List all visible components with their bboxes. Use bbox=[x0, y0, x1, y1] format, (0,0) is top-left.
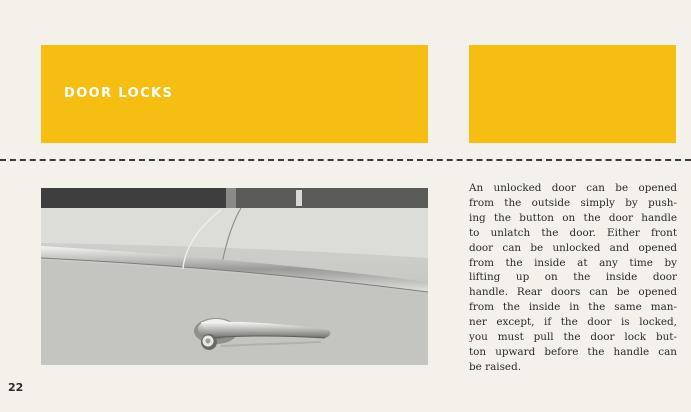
text-line: lifting up on the inside door bbox=[469, 271, 677, 284]
text-line: be raised. bbox=[469, 360, 522, 373]
side-band bbox=[469, 45, 676, 143]
text-line: ner except, if the door is locked, bbox=[469, 316, 677, 329]
text-line: ing the button on the door handle bbox=[469, 211, 677, 224]
text-line: door can be unlocked and opened bbox=[469, 241, 677, 254]
section-title: DOOR LOCKS bbox=[64, 86, 174, 101]
text-line: to unlatch the door. Either front bbox=[469, 226, 677, 239]
dashed-divider bbox=[0, 159, 691, 161]
text-line: handle. Rear doors can be opened bbox=[469, 286, 677, 299]
text-line: from the inside at any time by bbox=[469, 256, 677, 269]
text-line: from the outside simply by push- bbox=[469, 196, 677, 209]
text-line: you must pull the door lock but- bbox=[469, 331, 677, 344]
text-line: An unlocked door can be opened bbox=[469, 182, 677, 194]
page-number: 22 bbox=[8, 381, 24, 394]
door-locks-description bbox=[469, 181, 677, 375]
text-line: ton upward before the handle can bbox=[469, 345, 677, 358]
door-handle-photo bbox=[41, 188, 428, 365]
text-line: from the inside in the same man- bbox=[469, 301, 677, 314]
